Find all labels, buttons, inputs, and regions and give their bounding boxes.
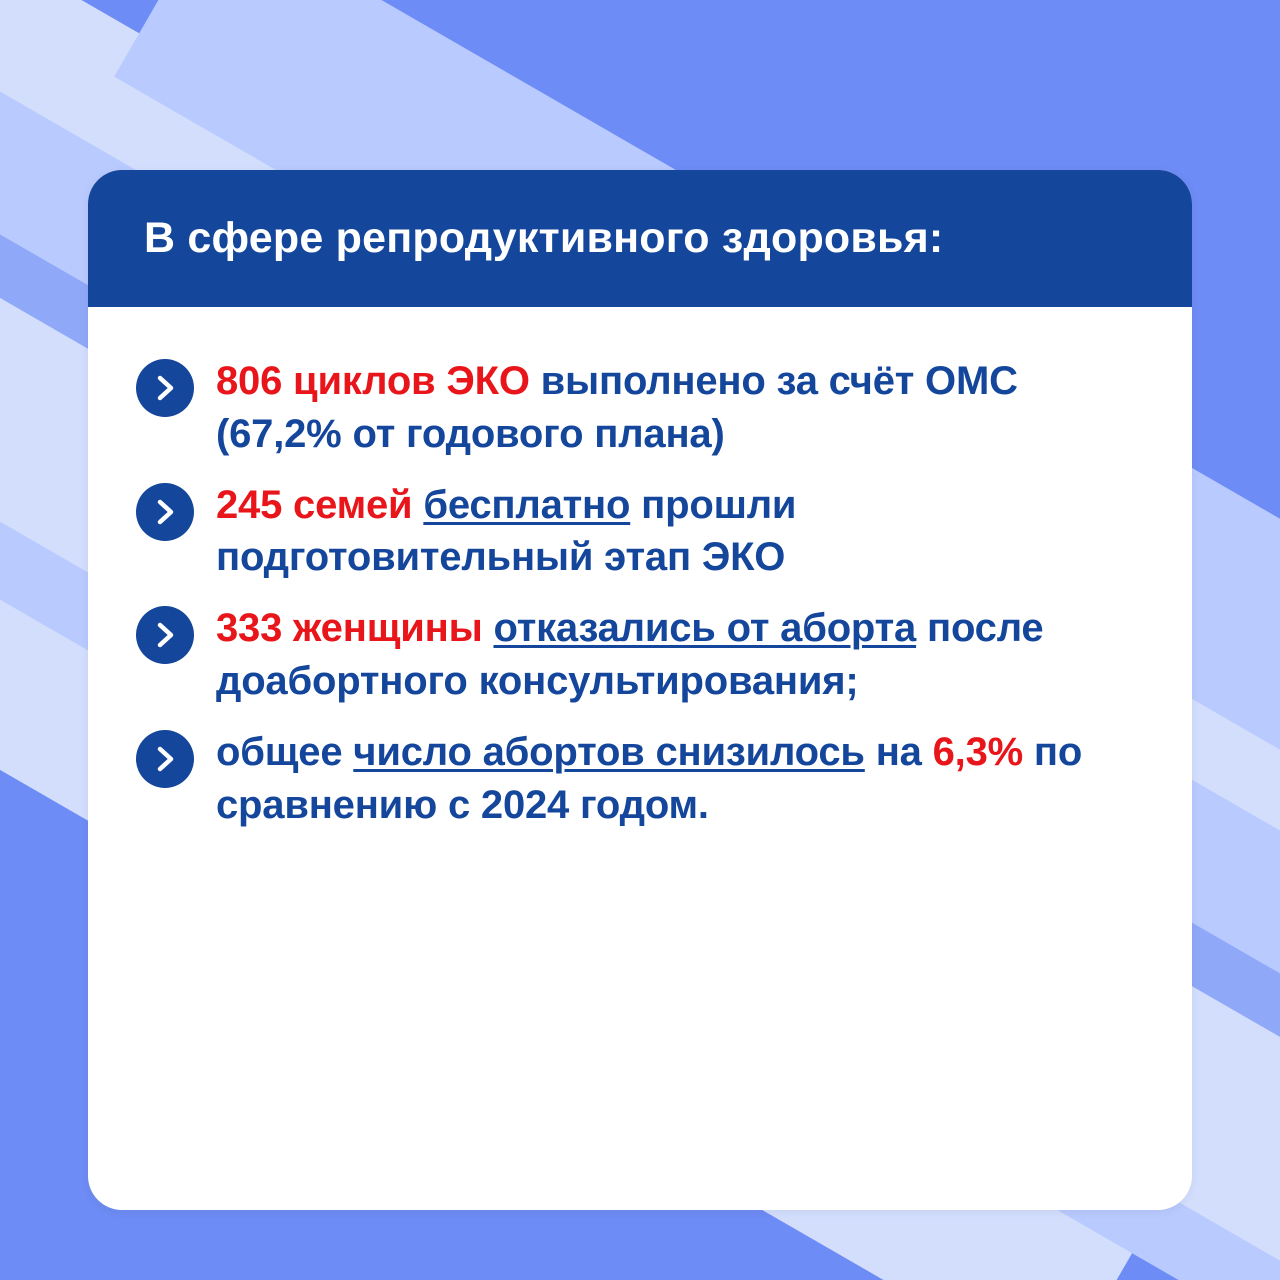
emphasis-text: число абортов снизилось [353,729,865,774]
bullet-list [88,307,1192,831]
stat-value: 333 женщины [216,606,494,651]
info-card [88,170,1192,1210]
list-item [136,355,1152,461]
page-title: В сфере репродуктивного здоровья: [144,213,944,262]
list-item-body: прошли подготовительный этап ЭКО [216,482,797,580]
list-item-body: после доабортного консультирования; [216,606,1044,703]
list-item-text [216,479,1121,585]
chevron-right-icon [136,359,194,417]
list-item-body: выполнено за счёт ОМС (67,2% от годового плана) [216,359,1018,456]
chevron-right-icon [136,606,194,664]
card-header [88,170,1192,307]
list-item [136,726,1152,832]
list-item-lead: общее [216,729,354,774]
emphasis-text: отказались от аборта [493,606,917,651]
list-item-tail: по сравнению с 2024 годом. [216,729,1083,827]
list-item [136,602,1152,708]
chevron-right-icon [136,730,194,788]
emphasis-text: бесплатно [423,482,631,527]
list-item [136,479,1152,585]
list-item-body: на [864,729,933,774]
stat-value: 245 семей [216,482,424,527]
list-item-text [216,355,1121,461]
stat-value: 6,3% [932,729,1023,774]
list-item-text [216,602,1121,708]
chevron-right-icon [136,483,194,541]
list-item-text [216,726,1121,832]
stat-value: 806 циклов ЭКО [216,359,541,403]
